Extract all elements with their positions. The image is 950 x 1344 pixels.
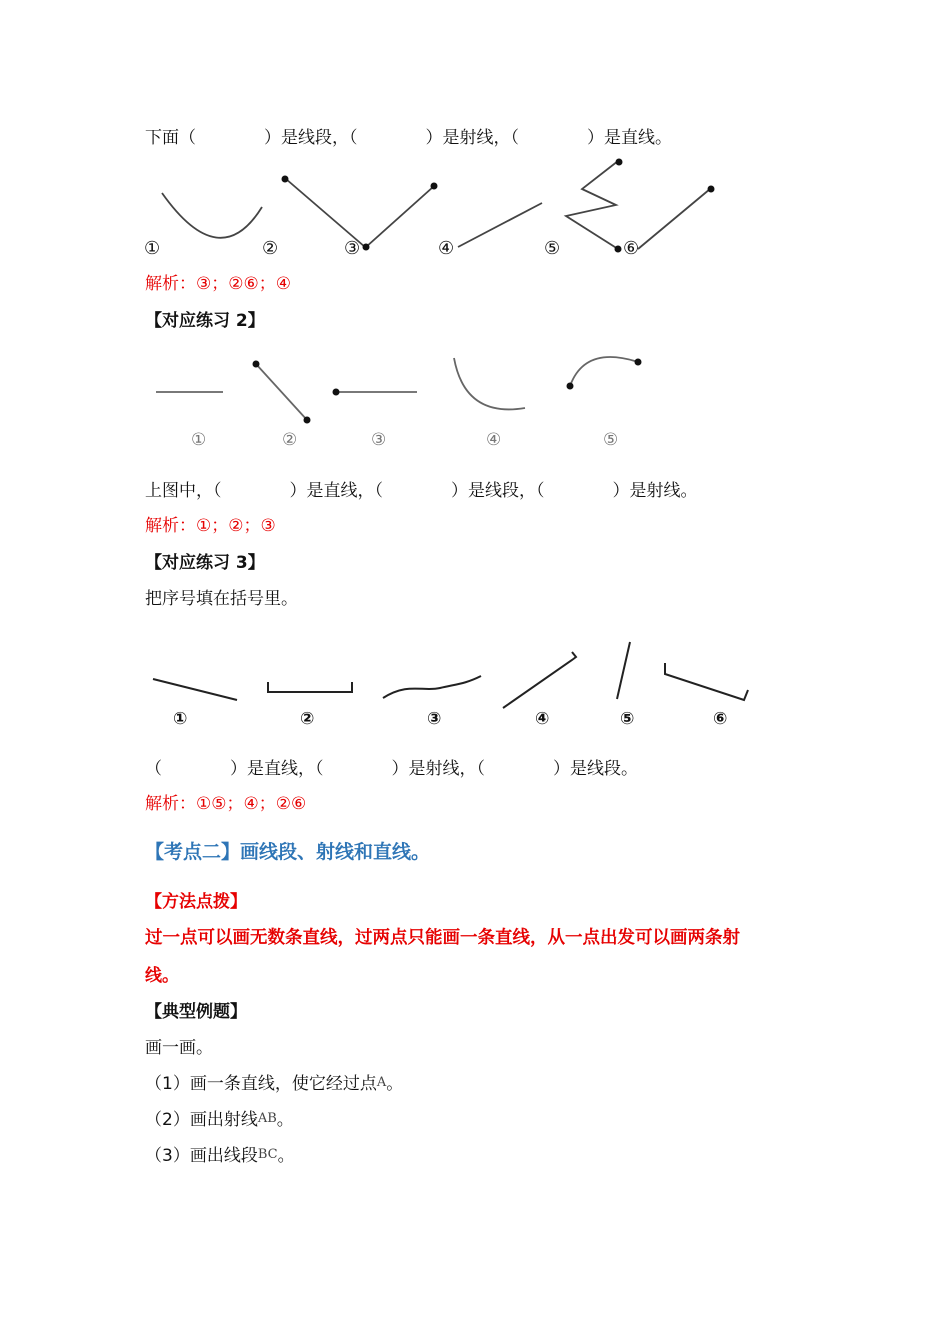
ex2-dot [333, 389, 340, 396]
ex3-shape1-line [153, 679, 237, 700]
item2-var: AB [257, 1111, 277, 1126]
method-line-1: 过一点可以画无数条直线，过两点只能画一条直线，从一点出发可以画两条射 [145, 928, 740, 948]
q1-figure [140, 155, 740, 265]
q1-dot [615, 246, 622, 253]
example-item-1 [145, 1071, 403, 1096]
ex2-shape5-arc [570, 357, 638, 386]
ex2-label-3: ③ [371, 430, 387, 450]
q1-dot [282, 176, 289, 183]
ex3-answer: 解析：①⑤；④；②⑥ [145, 794, 307, 814]
ex3-prompt: （ ）是直线，（ ）是射线，（ ）是线段。 [145, 759, 638, 779]
ex2-dot [567, 383, 574, 390]
item1-var: A [376, 1075, 387, 1090]
ex3-label-2: ② [300, 709, 315, 729]
q1-label-3: ③ [344, 238, 361, 259]
q1-shape3-ray [366, 187, 433, 247]
ex3-shape6-segment [665, 663, 748, 700]
q1-dot [363, 244, 370, 251]
example-intro: 画一画。 [145, 1038, 213, 1058]
ex2-shape4-arc [454, 358, 525, 409]
example-item-2 [145, 1107, 294, 1132]
q1-label-4: ④ [438, 238, 455, 259]
example-item-3 [145, 1143, 295, 1168]
example-heading: 【典型例题】 [145, 1002, 247, 1022]
ex2-label-2: ② [282, 430, 298, 450]
q1-shape5-zigzag [566, 161, 618, 249]
ex3-label-4: ④ [535, 709, 550, 729]
q1-answer: 解析：③；②⑥；④ [145, 274, 291, 294]
ex3-label-6: ⑥ [713, 709, 728, 729]
method-heading: 【方法点拨】 [145, 892, 247, 912]
section2-title: 【考点二】画线段、射线和直线。 [145, 841, 431, 863]
ex2-label-4: ④ [486, 430, 502, 450]
q1-shape6-ray [638, 189, 710, 249]
q1-dot [616, 159, 623, 166]
q1-label-5: ⑤ [544, 238, 561, 259]
item3-text: （3）画出线段 [145, 1146, 258, 1166]
item2-period: 。 [276, 1110, 294, 1130]
ex3-label-1: ① [173, 709, 188, 729]
ex2-dot [635, 359, 642, 366]
q1-shape4-line [458, 203, 542, 247]
ex3-instruction: 把序号填在括号里。 [145, 589, 298, 609]
q1-dot [431, 183, 438, 190]
ex2-label-1: ① [191, 430, 207, 450]
ex3-shape3-curve [383, 676, 481, 698]
q1-dot [708, 186, 715, 193]
ex2-answer: 解析：①；②；③ [145, 516, 276, 536]
ex2-dot [304, 417, 311, 424]
q1-label-2: ② [262, 238, 279, 259]
ex2-shape2-segment [256, 364, 307, 420]
item1-period: 。 [386, 1074, 404, 1094]
item2-text: （2）画出射线 [145, 1110, 258, 1130]
item3-var: BC [257, 1147, 278, 1162]
ex3-shape5-line [617, 642, 630, 699]
ex3-shape2-segment [268, 682, 352, 692]
ex3-label-3: ③ [427, 709, 442, 729]
ex3-heading: 【对应练习 3】 [145, 553, 265, 573]
ex3-shape4-ray [503, 652, 576, 708]
ex2-figure [140, 345, 660, 455]
q1-label-1: ① [144, 238, 161, 259]
ex3-label-5: ⑤ [620, 709, 635, 729]
ex2-dot [253, 361, 260, 368]
q1-label-6: ⑥ [623, 238, 640, 259]
q1-shape2-segment [286, 179, 365, 247]
method-line-2: 线。 [145, 966, 179, 986]
ex2-label-5: ⑤ [603, 430, 619, 450]
item3-period: 。 [277, 1146, 295, 1166]
ex3-figure [140, 630, 760, 730]
item1-text: （1）画一条直线，使它经过点 [145, 1074, 377, 1094]
q1-curve [162, 193, 262, 238]
ex2-heading: 【对应练习 2】 [145, 311, 265, 331]
ex2-prompt: 上图中，（ ）是直线，（ ）是线段，（ ）是射线。 [145, 481, 698, 501]
q1-prompt: 下面（ ）是线段，（ ）是射线，（ ）是直线。 [145, 128, 672, 148]
